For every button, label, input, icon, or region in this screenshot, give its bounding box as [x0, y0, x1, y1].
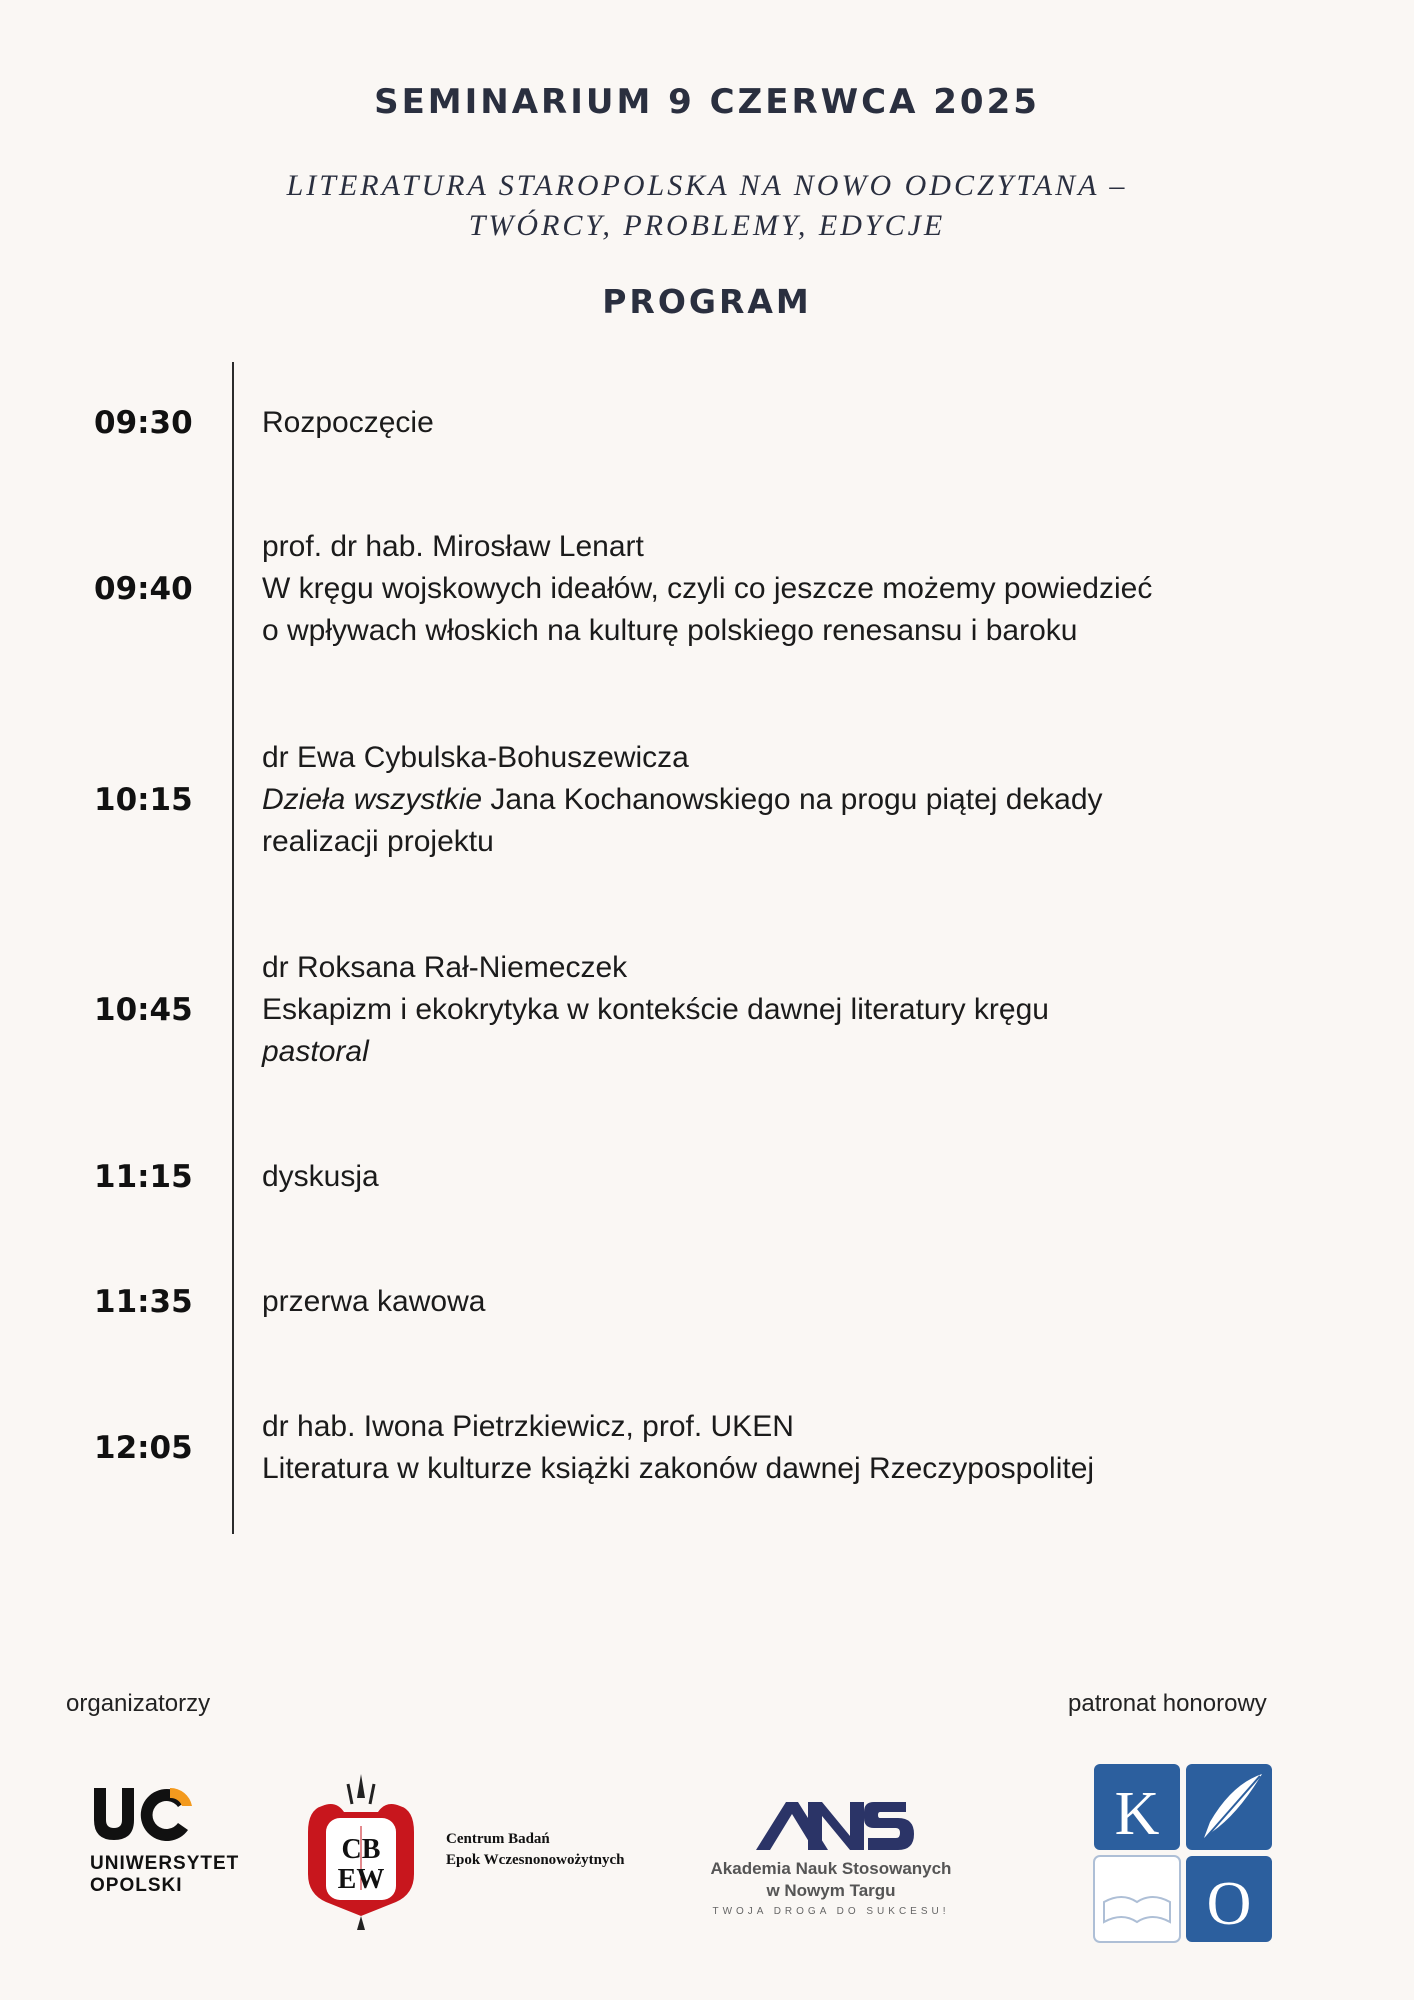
- schedule-text: [262, 947, 1322, 1073]
- schedule-text: [262, 1406, 1322, 1490]
- uo-name-line-2: OPOLSKI: [90, 1875, 183, 1896]
- cbew-mark-bottom: EW: [337, 1864, 385, 1895]
- ans-mark-icon: [700, 1796, 962, 1854]
- cbew-mark-top: CB: [341, 1834, 381, 1865]
- schedule-text: [262, 526, 1322, 652]
- talk-title-rest: Jana Kochanowskiego na progu piątej dekady: [482, 783, 1103, 816]
- talk-title-line: W kręgu wojskowych ideałów, czyli co jeszcze możemy powiedzieć: [262, 572, 1153, 605]
- organizers-label: organizatorzy: [66, 1690, 211, 1717]
- ko-logo: [1092, 1762, 1274, 1949]
- talk-title-line: pastoral: [262, 1035, 369, 1068]
- schedule-time: 10:45: [94, 992, 193, 1028]
- seminar-subtitle: [0, 166, 1414, 246]
- cbew-name: [446, 1829, 625, 1871]
- italic-title: Dzieła wszystkie: [262, 783, 483, 816]
- cbew-crest-icon: [302, 1770, 420, 1932]
- patronage-label: patronat honorowy: [1068, 1690, 1267, 1717]
- ans-name-line-1: Akademia Nauk Stosowanych: [710, 1859, 952, 1878]
- uo-mark-icon: [90, 1784, 200, 1844]
- schedule-text: [262, 1281, 1322, 1323]
- speaker-name: prof. dr hab. Mirosław Lenart: [262, 530, 644, 563]
- schedule-line: dyskusja: [262, 1160, 379, 1193]
- uo-name-line-1: UNIWERSYTET: [90, 1853, 240, 1874]
- cbew-logo: [302, 1770, 420, 1937]
- speaker-name: dr hab. Iwona Pietrzkiewicz, prof. UKEN: [262, 1410, 794, 1443]
- ans-name-line-2: w Nowym Targu: [766, 1881, 896, 1900]
- schedule-text: [262, 737, 1322, 863]
- schedule-text: [262, 402, 1322, 444]
- schedule-time: 12:05: [94, 1430, 193, 1466]
- talk-title-line: o wpływach włoskich na kulturę polskiego renesansu i baroku: [262, 614, 1078, 647]
- schedule-time: 09:40: [94, 571, 193, 607]
- seminar-title: SEMINARIUM 9 CZERWCA 2025: [374, 82, 1040, 122]
- schedule-line: Rozpoczęcie: [262, 406, 434, 439]
- ko-letter-k: K: [1114, 1780, 1160, 1848]
- ans-logo: [700, 1796, 962, 1917]
- speaker-name: dr Ewa Cybulska-Bohuszewicza: [262, 741, 689, 774]
- talk-title-line: Eskapizm i ekokrytyka w kontekście dawnej literatury kręgu: [262, 993, 1049, 1026]
- uo-logo: [90, 1784, 239, 1897]
- schedule-text: [262, 1156, 1322, 1198]
- ko-tiles-icon: [1092, 1762, 1274, 1944]
- cbew-name-line-2: Epok Wczesnonowożytnych: [446, 1852, 625, 1868]
- speaker-name: dr Roksana Rał-Niemeczek: [262, 951, 628, 984]
- schedule-time: 09:30: [94, 405, 193, 441]
- talk-title-line: [262, 779, 1322, 821]
- schedule-time: 10:15: [94, 782, 193, 818]
- subtitle-line-1: LITERATURA STAROPOLSKA NA NOWO ODCZYTANA –: [286, 169, 1128, 202]
- ko-letter-o: O: [1206, 1870, 1252, 1938]
- schedule-time: 11:15: [94, 1159, 193, 1195]
- program-heading: PROGRAM: [602, 282, 812, 321]
- cbew-name-line-1: Centrum Badań: [446, 1831, 550, 1847]
- talk-title-line: Literatura w kulturze książki zakonów dawnej Rzeczypospolitej: [262, 1452, 1095, 1485]
- subtitle-line-2: TWÓRCY, PROBLEMY, EDYCJE: [468, 209, 946, 242]
- schedule-line: przerwa kawowa: [262, 1285, 486, 1318]
- ans-tagline: TWOJA DROGA DO SUKCESU!: [712, 1906, 950, 1917]
- schedule-time: 11:35: [94, 1284, 193, 1320]
- timeline-divider: [232, 362, 234, 1534]
- talk-title-line: realizacji projektu: [262, 825, 494, 858]
